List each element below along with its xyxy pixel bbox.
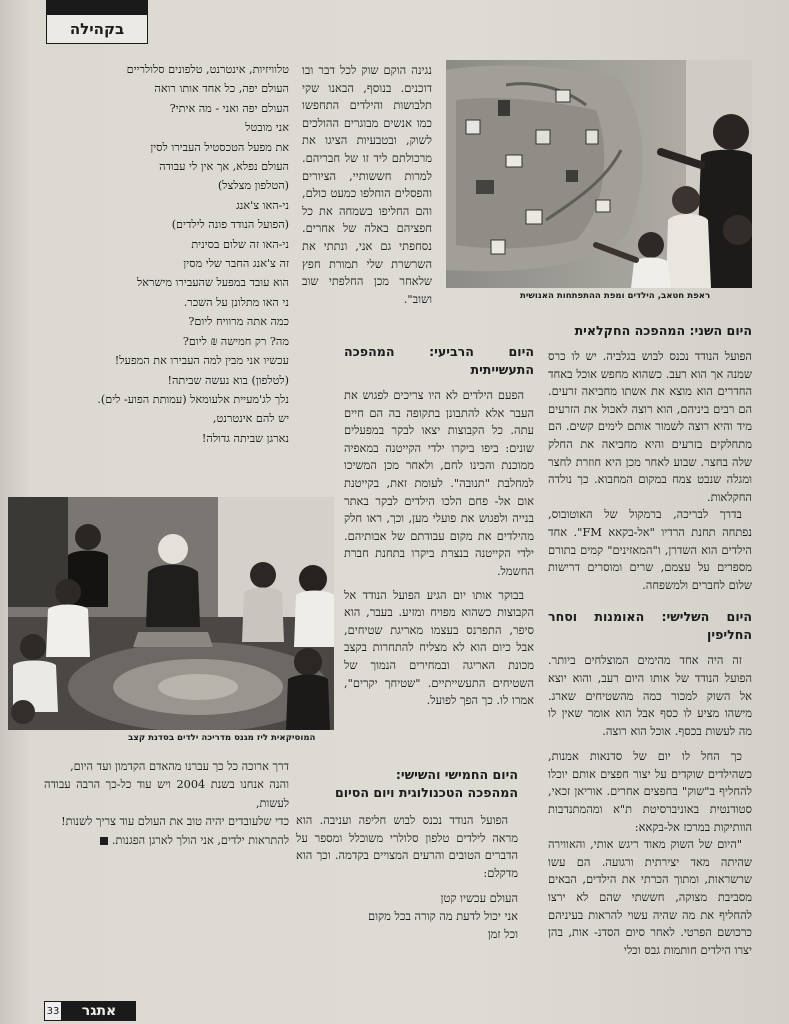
map-photo-illustration (446, 60, 752, 288)
closing-line: דרך ארוכה כל כך עברנו מהאדם הקדמון ועד היום, (70, 760, 289, 773)
poem-line: נלך לג'מעיית אלעומאל (עמותת הפוע- לים). (97, 392, 289, 406)
photo1-caption: ראפת חטאב, הילדים ומפת ההתפתחות האנושית (520, 291, 711, 301)
section-tag (46, 0, 148, 44)
page-footer (44, 1001, 136, 1021)
poem-line: מה? רק חמישה ₪ ליום? (182, 334, 289, 348)
poem-line: ני-האו זה שלום בסינית (191, 237, 289, 251)
day56-heading-line2: המהפכה הטכנולוגית ויום הסיום (334, 785, 518, 800)
poem-line: העולם נפלא, אך אין לי עבודה (159, 160, 289, 174)
column-middle-top (302, 62, 432, 308)
closing-line: והנה אנחנו בשנת 2004 ויש עוד כל-כך הרבה עבודה לעשות, (44, 778, 289, 810)
closing-line: כדי שלעובדים יהיה טוב את העולם עוד צריך לשנות! (61, 815, 289, 829)
poem-line: (לטלפון) בוא נעשה שביתה! (167, 373, 289, 387)
day3-heading: היום השלישי: האומנות וסחר החליפין (548, 609, 752, 643)
column-middle-bottom (296, 766, 518, 943)
poem-line: (הטלפון מצלצל) (217, 179, 289, 193)
workshop-photo-illustration (8, 497, 334, 730)
day4-paragraph-2: בבוקר אותו יום הגיע הפועל הנודד אל הקבוצות כשהוא מפויח ומזיע. בעבר, הוא סיפר, התפרנס בעצמו מאריגת שטיחים, אבל כיום הוא לא מצליח להתחרות בקצב מכונת האריגה ובמחירים הנמוך של השטיחים התעשייתיים. "שטיחך יקרים", אמרו לו. כך הפך לפועל. (344, 587, 534, 708)
poem-start-line: אני יכול לדעת מה קורה בכל מקום (368, 908, 518, 923)
end-of-article-mark (100, 837, 108, 845)
magazine-name: אתגר (62, 1001, 136, 1021)
poem-line: ני האו מתלונן על השכר. (183, 295, 289, 309)
column-left-poem (44, 60, 289, 448)
poem-line: אני מובטל (245, 121, 289, 135)
poem-line: את מפעל הטכסטיל העבירו לסין (150, 140, 289, 154)
poem-line: נארגן שביתה גדולה! (201, 431, 289, 445)
poem-line: העולם יפה, כל אחד אותו רואה (154, 82, 289, 96)
poem-line: טלוויזיות, אינטרנט, טלפונים סלולריים (126, 63, 289, 76)
poem-line: ני-האו צ'אנג (236, 198, 289, 212)
photo-children-map (446, 60, 752, 288)
day3-paragraph-2: כך החל לו יום של סדנאות אמנות, כשהילדים שוקדים על יצור חפצים אותם יוכלו להחליף ב"שוק" בחפצים אחרים. אוריאן זכאי, סטודנטית באוניברסיטת ת"א ומהמתנדבות הוותיקות במרכז אל-בקאא: (548, 749, 752, 834)
day3-paragraph-1: זה היה אחד מהימים המוצלחים ביותר. הפועל הנודד של אותו היום רעב, והוא יוצא אל השוק למכור כמה מהשטיחים שארג. מישהו מציע לו כסף אבל הוא אומר שאין לו מה לעשות בכסף. אוכל הוא רוצה. (548, 653, 752, 738)
poem-line: כמה אתה מרוויח ליום? (188, 315, 289, 329)
photo2-caption: המוסיקאית ליז מגנס מדריכה ילדים בסדנת קצב (128, 733, 316, 743)
poem-line: יש להם אינטרנט, (212, 412, 289, 426)
column-right (548, 322, 752, 959)
day4-heading: היום הרביעי: המהפכה התעשייתית (344, 344, 534, 377)
day56-heading-line1: היום החמישי והשישי: (395, 767, 518, 782)
poem-start-line: וכל זמן (487, 926, 518, 941)
poem-line: הוא עובד במפעל שהעבירו מישראל (137, 276, 289, 290)
day2-paragraph-1: הפועל הנודד נכנס לבוש בגלביה. יש לו כרס שמנה אך הוא רעב. כשהוא מחפש אוכל באחד החדרים הוא מוצא את אשתו מחביאה זרעים. הם רבים ביניהם, הוא רוצה לאכול את הזרעים מיד והיא רוצה לשמור אותם לימים קשים. הם מתחלקים בזרעים והיא מחביאה את החלק שלה בחצר. שבוע לאחר מכן היא חוזרת לחצר ומגלה שנבט צמח במקום המחבוא. כך נולדה החקלאות. (548, 349, 752, 504)
day2-paragraph-2: בדרך לבריכה, ברמקול של האוטובוס, נפתחה תחנת הרדיו "אל-בקאא FM". אחד הילדים הוא השדרן, ו"המאזינים" קמים בתורם מספרים על עצמם, שרים ומוסרים דרישות שלום לחברים ולמשפחה. (548, 507, 752, 592)
column-middle (344, 343, 534, 710)
market-quote-continued: נגינה הוקם שוק לכל דבר ובו דוכנים. בנוסף, הבאנו שקי תלבושות והילדים התחפשו כמו אנשים מבוגרים ההולכים לשוק, ובטבעיות הציגו את מרכולתם ליד זו של חבריהם. למרות חששותיי, הציורים והפסלים הוחלפו כמעט כולם, והם החליפו בשמחה את כל חפציהם באלה של אחרים. נסחפתי גם אני, ונתתי את השרשרת שלי תמורת חפץ שלאחר מכן החלפתי שוב ושוב". (302, 63, 432, 306)
closing-line: להתראות ילדים, אני הולך לארגן הפגנות. (44, 832, 289, 850)
poem-start-line: העולם עכשיו קטן (440, 891, 518, 906)
section-tag-label: בקהילה (46, 14, 148, 44)
day4-paragraph-1: הפעם הילדים לא היו צריכים לפגוש את העבר אלא להתבונן בתקופה בה הם חיים עתה. כל הקבוצות יצאו לבקר במפעלים שונים: ביפו ביקרו ילדי הקייטנה במאפיה ממוכנת והכינו לחם, ולאחר מכן המשיכו למחלבת "תנובה". לעומת זאת, בקייטנת אום אל- פחם הלכו הילדים לבקר באתר בנייה ולפגוש את פועלי מען, וכך, ראו חלק מהילדים את מקום עבודתם של אבותיהם. ילדי הקייטנה בנצרת ביקרו בתחנת חברת החשמל. (344, 388, 534, 578)
photo-rhythm-workshop (8, 497, 334, 730)
column-left-closing (44, 758, 289, 850)
day3-paragraph-3: "היום של השוק מאוד ריגש אותי, והאווירה שהיתה מאד יצירתית ורגועה. הם עשו שרשראות, ומתוך הכרתי את הילדים, הבאים מסביבת מצוקה, חששתי שהם לא ירצו להחליף את מה שהיה עשוי להראות בעיניהם כרכושם הפרטי. לאחר סיום הסדנ- אות, בהן יצרו הילדים חותמות גבס וכלי (548, 837, 752, 957)
day56-paragraph-1: הפועל הנודד נכנס לבוש חליפה ועניבה. הוא מראה לילדים טלפון סלולרי משוכלל ומספר על הדברים הטובים והרעים המצויים בקדמה. וכך הוא מדקלם: (296, 813, 518, 880)
poem-line: זה צ'אנג החבר שלי מסין (183, 257, 289, 271)
day2-heading: היום השני: המהפכה החקלאית (574, 323, 752, 338)
poem-line: עכשיו אני מבין למה העבירו את המפעל! (114, 354, 289, 368)
poem-line: (הפועל הנודד פונה לילדים) (171, 218, 289, 232)
page-number: 33 (44, 1001, 62, 1021)
poem-line: העולם יפה ואני - מה איתי? (169, 101, 289, 115)
